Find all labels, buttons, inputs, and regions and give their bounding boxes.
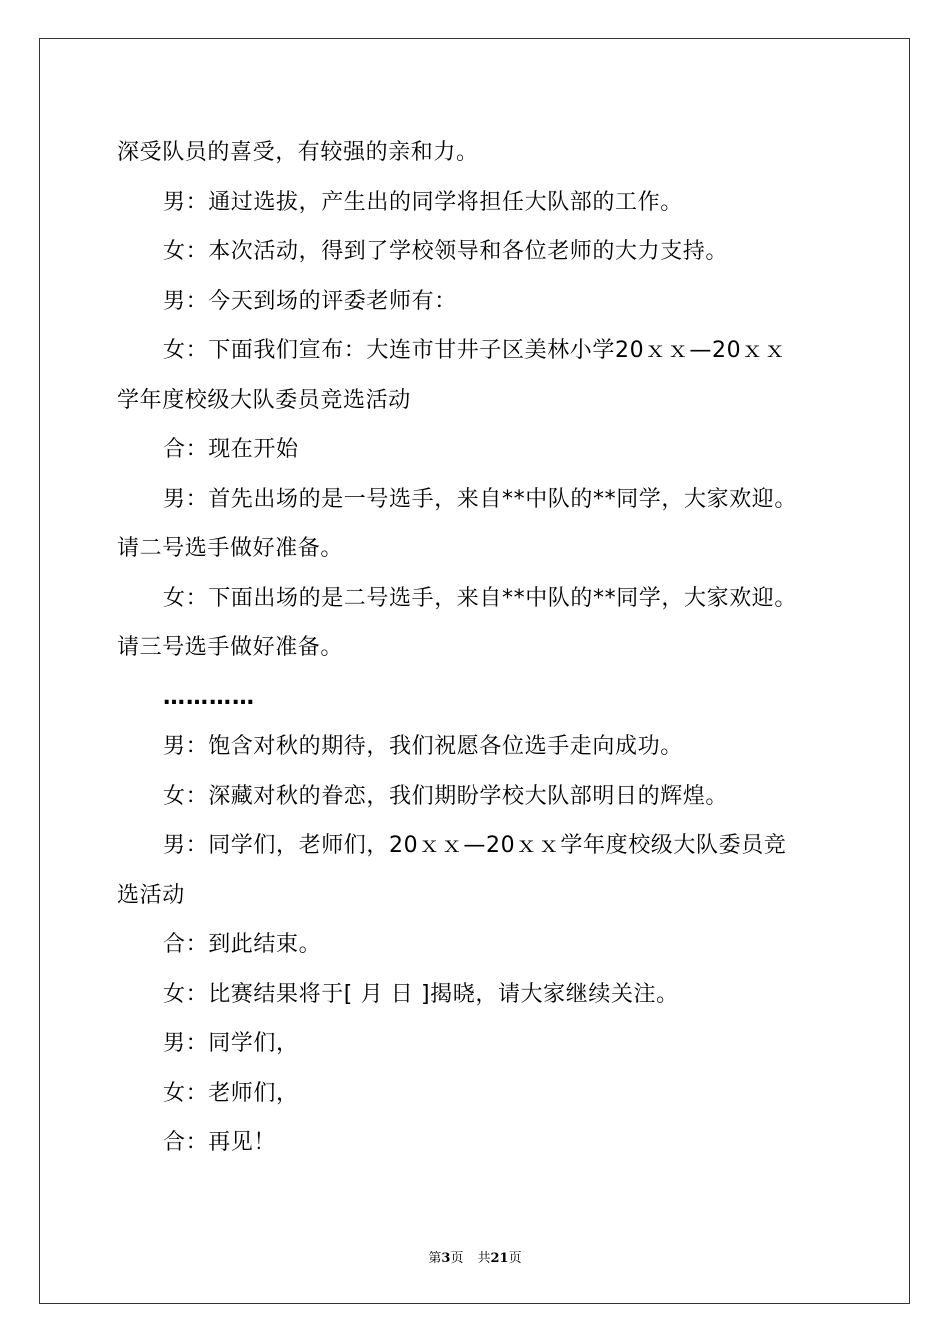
text-line-13: 男：饱含对秋的期待，我们祝愿各位选手走向成功。 — [163, 734, 683, 759]
text-line-16: 选活动 — [117, 882, 185, 908]
text-line-15: 男：同学们，老师们，20ｘｘ—20ｘｘ学年度校级大队委员竞 — [163, 833, 787, 858]
text-line-21: 合：再见！ — [163, 1130, 277, 1155]
text-line-19: 男：同学们， — [163, 1031, 299, 1056]
text-line-5: 女：下面我们宣布：大连市甘井子区美林小学20ｘｘ—20ｘｘ — [163, 338, 787, 363]
text-line-9: 请二号选手做好准备。 — [117, 536, 344, 561]
document-body — [117, 128, 837, 1168]
text-line-6: 学年度校级大队委员竞选活动 — [117, 387, 411, 413]
text-line-17: 合：到此结束。 — [163, 932, 322, 957]
ellipsis-line: ………… — [163, 684, 255, 710]
text-line-20: 女：老师们， — [163, 1080, 299, 1106]
text-line-3: 女：本次活动，得到了学校领导和各位老师的大力支持。 — [163, 239, 729, 264]
total-prefix: 共 — [477, 1251, 491, 1266]
text-line-8: 男：首先出场的是一号选手，来自**中队的**同学，大家欢迎。 — [163, 486, 798, 512]
text-line-7: 合：现在开始 — [163, 437, 299, 462]
text-line-4: 男：今天到场的评委老师有： — [163, 288, 457, 314]
text-line-18: 女：比赛结果将于[ 月 日 ]揭晓，请大家继续关注。 — [163, 981, 679, 1007]
page-number: 3 — [441, 1251, 451, 1266]
page-prefix: 第 — [428, 1251, 442, 1266]
total-pages: 21 — [490, 1251, 509, 1266]
page-suffix: 页 — [450, 1251, 464, 1266]
text-line-1: 深受队员的喜受，有较强的亲和力。 — [117, 140, 479, 165]
text-line-10: 女：下面出场的是二号选手，来自**中队的**同学，大家欢迎。 — [163, 585, 798, 611]
page-footer — [0, 1247, 950, 1266]
text-line-14: 女：深藏对秋的眷恋，我们期盼学校大队部明日的辉煌。 — [163, 783, 729, 809]
text-line-2: 男：通过选拔，产生出的同学将担任大队部的工作。 — [163, 189, 683, 215]
text-line-11: 请三号选手做好准备。 — [117, 635, 344, 660]
total-suffix: 页 — [508, 1251, 522, 1266]
